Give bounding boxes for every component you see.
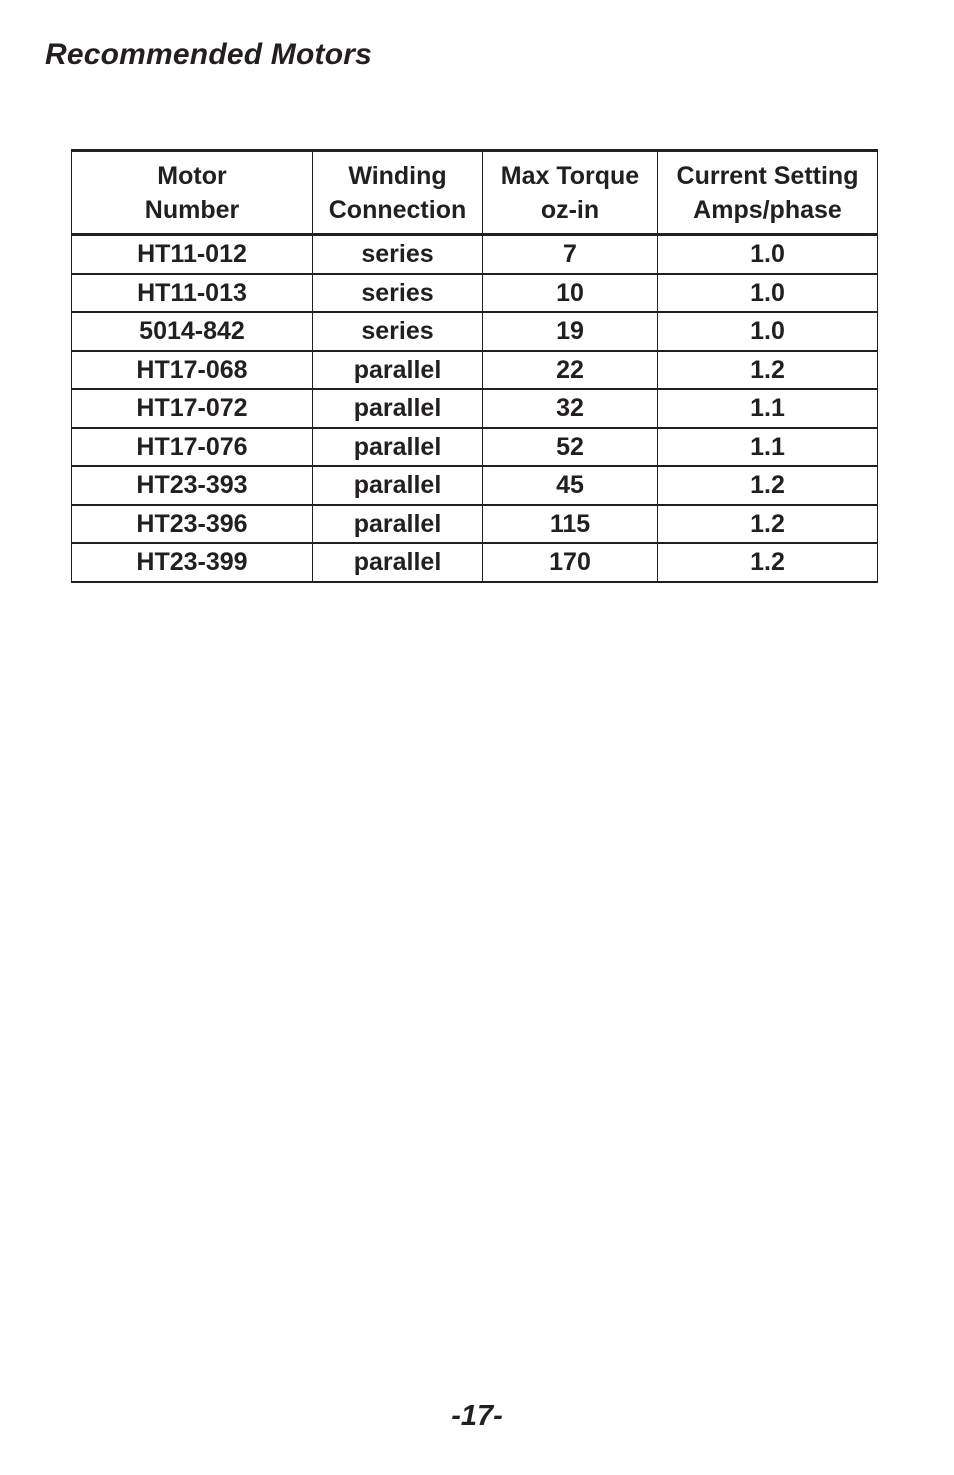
cell-motor-number: HT17-068 [72,351,313,390]
header-motor-number [72,151,313,235]
cell-current-setting: 1.0 [658,312,878,351]
cell-current-setting: 1.2 [658,543,878,582]
cell-winding-connection: series [313,274,483,313]
cell-max-torque: 32 [483,389,658,428]
table-body [72,235,878,582]
table-row [72,274,878,313]
table-header [72,151,878,235]
cell-motor-number: 5014-842 [72,312,313,351]
cell-motor-number: HT23-399 [72,543,313,582]
cell-motor-number: HT11-012 [72,235,313,274]
table-row [72,312,878,351]
header-line: Max Torque [500,161,640,190]
cell-max-torque: 22 [483,351,658,390]
page-number: -17- [451,1400,503,1432]
header-winding-connection [313,151,483,235]
cell-motor-number: HT17-076 [72,428,313,467]
table-row [72,235,878,274]
cell-current-setting: 1.1 [658,428,878,467]
cell-current-setting: 1.0 [658,274,878,313]
cell-current-setting: 1.0 [658,235,878,274]
table-header-row [72,151,878,235]
cell-winding-connection: series [313,312,483,351]
header-current-setting [658,151,878,235]
cell-motor-number: HT17-072 [72,389,313,428]
table-row [72,505,878,544]
table-row [72,389,878,428]
cell-motor-number: HT23-396 [72,505,313,544]
table-row [72,543,878,582]
header-line: oz-in [540,195,600,224]
cell-winding-connection: parallel [313,351,483,390]
header-line: Connection [328,195,467,224]
table-row [72,351,878,390]
cell-winding-connection: parallel [313,389,483,428]
table-row [72,466,878,505]
cell-max-torque: 170 [483,543,658,582]
cell-current-setting: 1.2 [658,505,878,544]
header-max-torque [483,151,658,235]
cell-max-torque: 45 [483,466,658,505]
cell-max-torque: 19 [483,312,658,351]
header-line: Motor [157,161,227,190]
header-line: Winding [348,161,447,190]
cell-max-torque: 10 [483,274,658,313]
cell-current-setting: 1.2 [658,351,878,390]
cell-winding-connection: parallel [313,505,483,544]
cell-winding-connection: parallel [313,543,483,582]
header-line: Current Setting [676,161,859,190]
header-line: Amps/phase [693,195,842,224]
cell-winding-connection: parallel [313,466,483,505]
cell-max-torque: 52 [483,428,658,467]
recommended-motors-table [71,149,878,583]
page-title: Recommended Motors [45,38,372,71]
cell-winding-connection: series [313,235,483,274]
cell-max-torque: 7 [483,235,658,274]
cell-motor-number: HT23-393 [72,466,313,505]
cell-max-torque: 115 [483,505,658,544]
cell-winding-connection: parallel [313,428,483,467]
header-line: Number [144,195,240,224]
cell-current-setting: 1.1 [658,389,878,428]
cell-current-setting: 1.2 [658,466,878,505]
cell-motor-number: HT11-013 [72,274,313,313]
table-row [72,428,878,467]
